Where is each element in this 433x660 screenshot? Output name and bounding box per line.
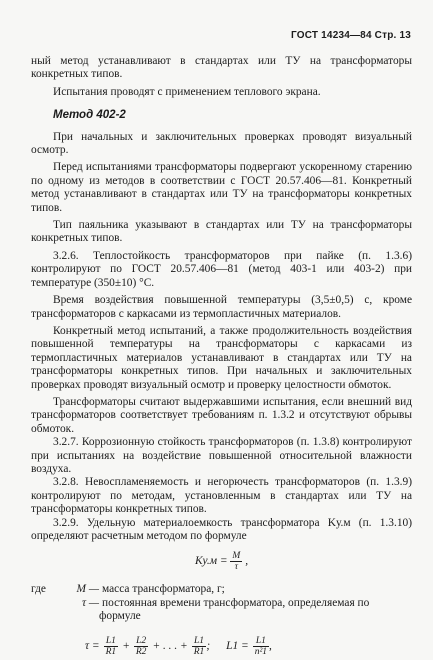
definition-symbol: τ —	[81, 596, 99, 609]
paragraph: 3.2.6. Теплостойкость трансформаторов при пайке (п. 1.3.6) контролируют по ГОСТ 20.57.406—81 (метод 403-1 или 403-2) при температуре (350±10) °С.	[31, 249, 412, 289]
definition-symbol: M —	[76, 583, 99, 596]
semicolon: ;	[206, 639, 211, 652]
fraction	[104, 636, 119, 657]
formula-time-constant	[31, 634, 412, 660]
paragraph: 3.2.9. Удельную материалоемкость трансформатора Kу.м (п. 1.3.10) определяют расчетным методом по формуле	[31, 516, 412, 542]
page-header: ГОСТ 14234—84 Стр. 13	[291, 30, 411, 41]
definitions	[31, 583, 412, 623]
fraction	[134, 636, 149, 657]
definition-text: постоянная времени трансформатора, определяемая по	[102, 596, 370, 609]
fraction-denominator: τ	[234, 562, 239, 573]
fraction-numerator: L2	[134, 636, 149, 647]
formula-rhs-lhs: L1 =	[226, 639, 249, 652]
ellipsis-sum: + . . . +	[152, 639, 188, 652]
definition-continuation: формуле	[99, 610, 141, 623]
fraction-numerator: L1	[192, 636, 207, 647]
section-heading: Метод 402-2	[53, 109, 126, 122]
paragraph: 3.2.8. Невоспламеняемость и негорючесть трансформаторов (п. 1.3.9) контролируют по методам, установленным в стандартах или ТУ на трансформаторы конкретных типов.	[31, 476, 412, 516]
paragraph: Тип паяльника указывают в стандартах или ТУ на трансформаторы конкретных типов.	[31, 219, 412, 245]
fraction-denominator: R1	[193, 647, 205, 658]
formula-lhs: Kу.м =	[194, 555, 228, 568]
formula-lhs: τ =	[85, 639, 100, 652]
definition-row	[31, 583, 412, 596]
definition-text: масса трансформатора, г;	[102, 583, 225, 596]
paragraph: ный метод устанавливают в стандартах или ТУ на трансформаторы конкретных типов.	[31, 55, 412, 81]
definition-lead: где	[31, 583, 46, 596]
formula-end: ,	[269, 639, 272, 652]
formula-material-intensity	[31, 551, 412, 575]
paragraph: Время воздействия повышенной температуры (3,5±0,5) с, кроме трансформаторов с каркасами из термопластичных материалов.	[31, 294, 412, 320]
paragraph: Перед испытаниями трансформаторы подвергают ускоренному старению по одному из методов в соответствии с ГОСТ 20.57.406—81. Конкретный метод устанавливают в стандартах или ТУ на трансформаторы конкретных типов.	[31, 161, 412, 214]
fraction-numerator: L1	[104, 636, 119, 647]
paragraph: При начальных и заключительных проверках проводят визуальный осмотр.	[31, 130, 412, 157]
fraction-denominator: n²1	[254, 647, 268, 658]
fraction-denominator: R1	[105, 647, 117, 658]
fraction	[230, 551, 242, 572]
plus-sign: +	[122, 639, 130, 652]
fraction-denominator: R2	[135, 647, 147, 658]
fraction	[192, 636, 207, 657]
fraction-numerator: M	[232, 551, 241, 562]
formula-tail: ,	[245, 555, 249, 568]
fraction	[253, 636, 269, 657]
fraction-numerator: L1	[253, 636, 269, 647]
paragraph: Трансформаторы считают выдержавшими испытания, если внешний вид трансформаторов соответствует требованиям п. 1.3.2 и отсутствуют обрывы обмоток.	[31, 395, 412, 435]
paragraph: Конкретный метод испытаний, а также продолжительность воздействия повышенной температуры на трансформаторы с каркасами из термопластичных материалов устанавливают в стандартах или ТУ на трансформаторы конкретных типов. При начальных и заключительных проверках проводят визуальный осмотр и проверку целостности обмоток.	[31, 324, 412, 391]
page-body	[31, 55, 412, 660]
definition-row	[31, 597, 412, 610]
paragraph: 3.2.7. Коррозионную стойкость трансформаторов (п. 1.3.8) контролируют при испытаниях на воздействие повышенной относительной влажности воздуха.	[31, 436, 412, 475]
paragraph: Испытания проводят с применением теплового экрана.	[53, 85, 321, 98]
